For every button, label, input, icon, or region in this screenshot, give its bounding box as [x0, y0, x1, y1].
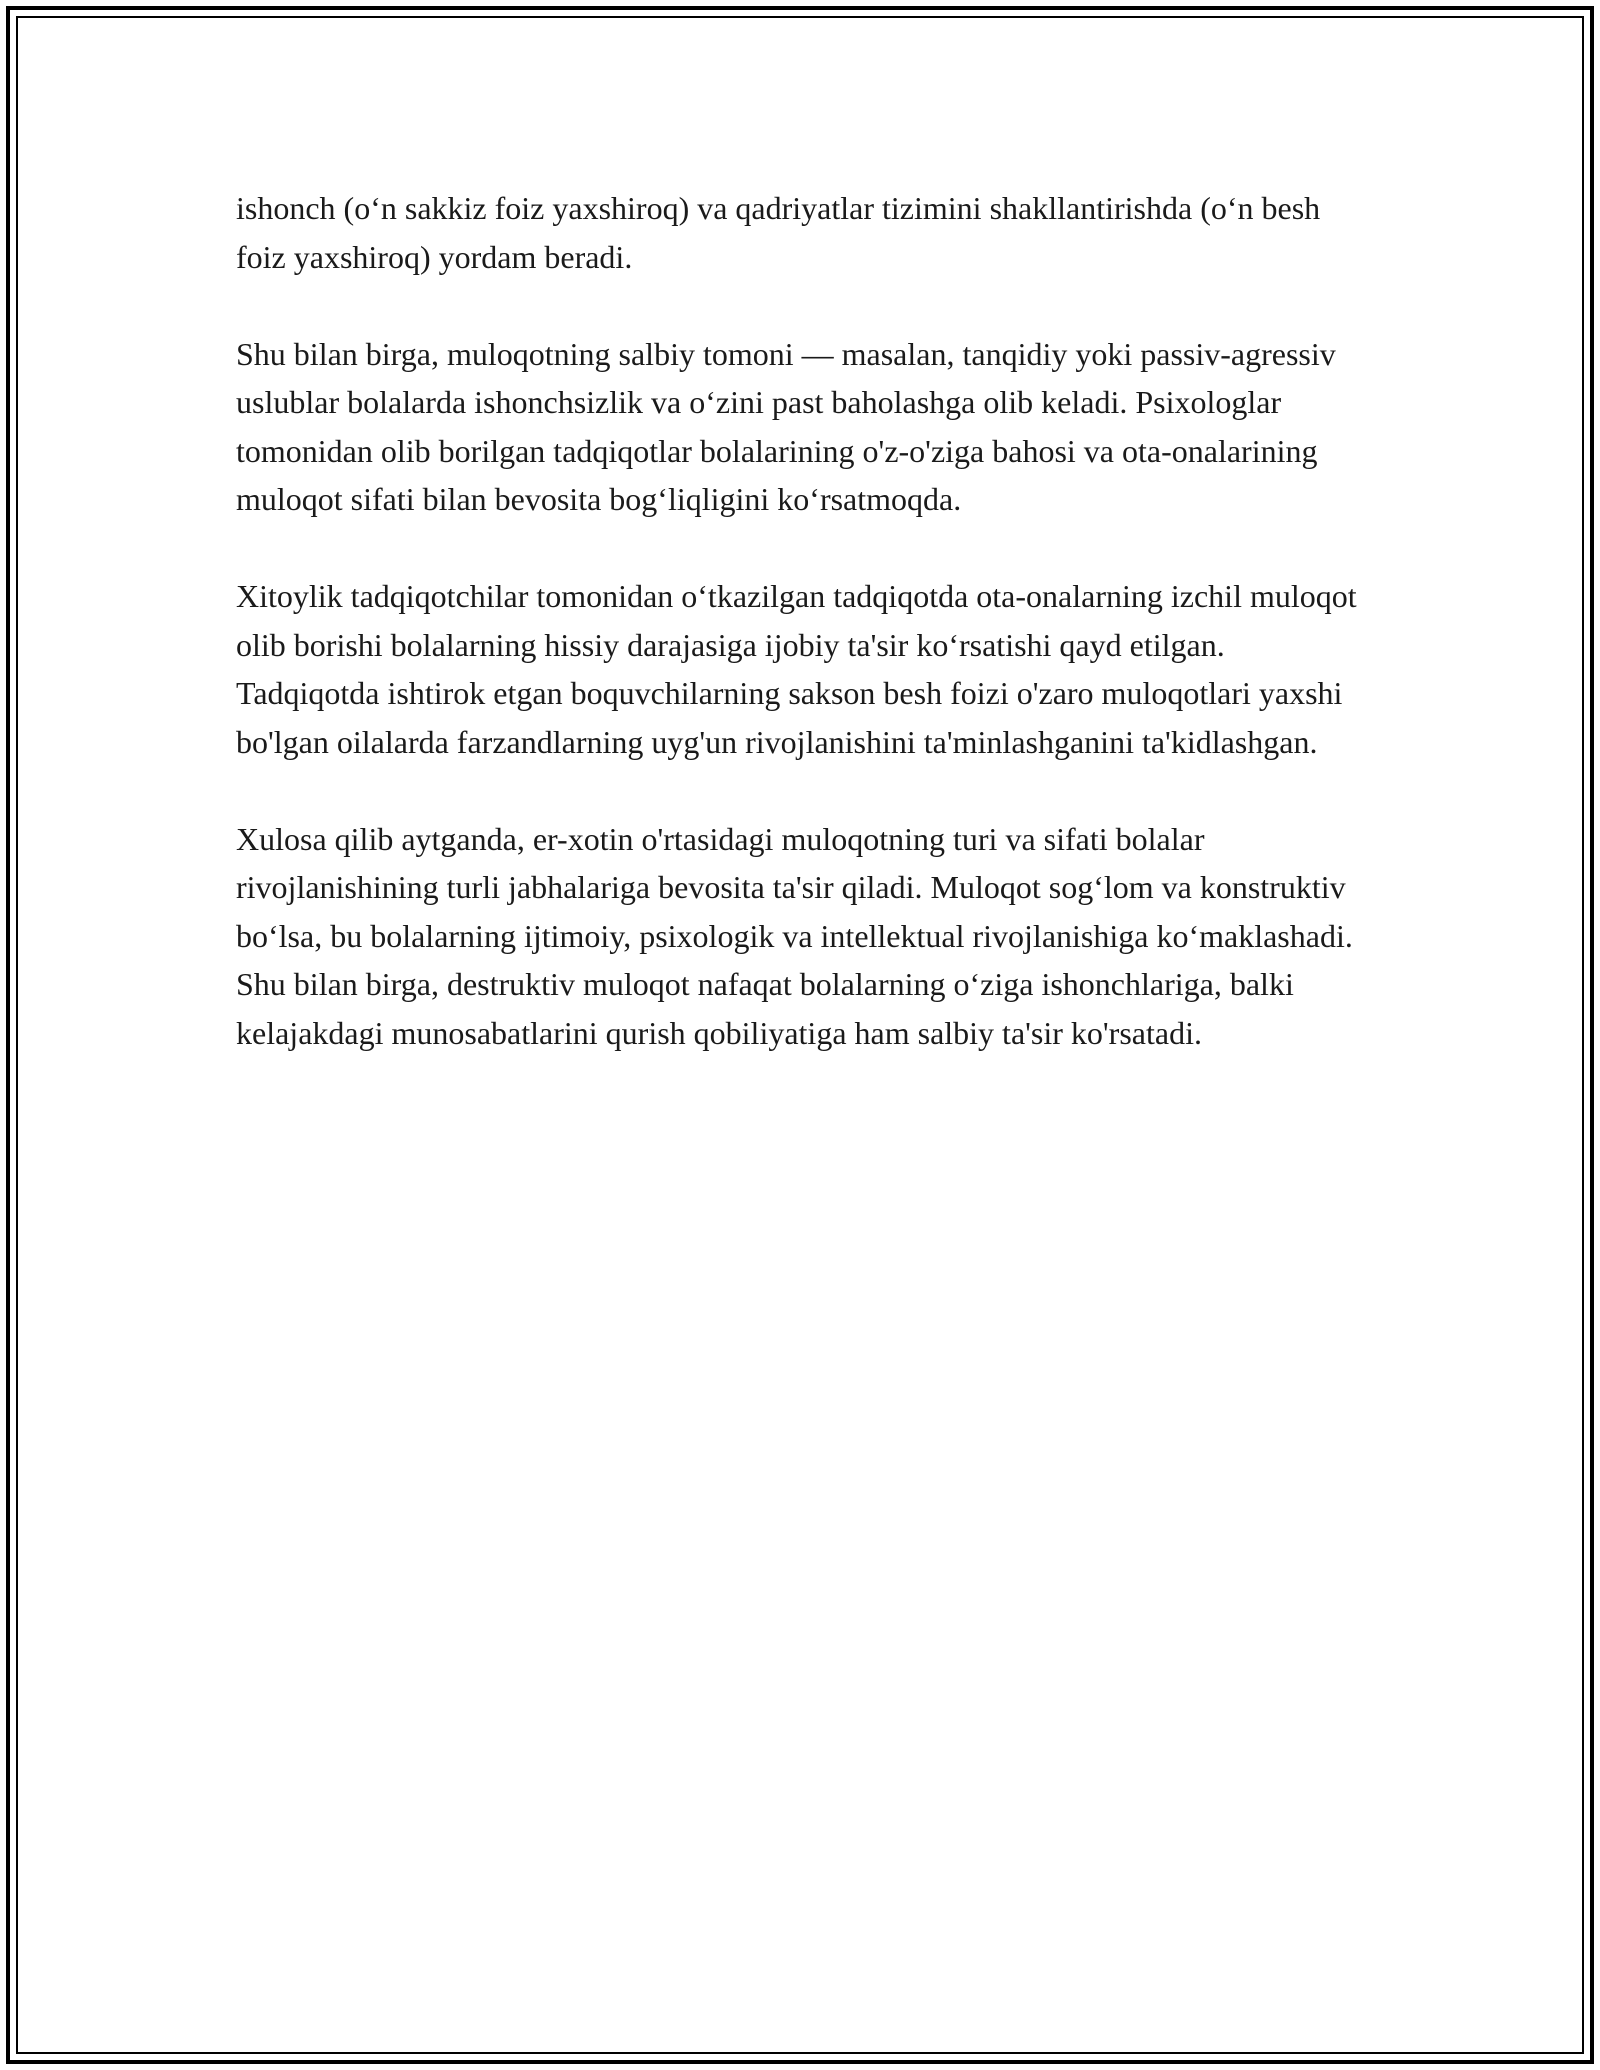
paragraph-2: Shu bilan birga, muloqotning salbiy tomoni — masalan, tanqidiy yoki passiv-agressiv uslublar bolalarda ishonchsizlik va o‘zini past baholashga olib keladi. Psixologlar tomonidan olib borilgan tadqiqotlar bolalarining o'z-o'ziga bahosi va ota-onalarining muloqot sifati bilan bevosita bog‘liqligini ko‘rsatmoqda. — [236, 335, 1336, 517]
paragraph-4: Xulosa qilib aytganda, er-xotin o'rtasidagi muloqotning turi va sifati bolalar rivojlanishining turli jabhalariga bevosita ta'sir qiladi. Muloqot sog‘lom va konstruktiv bo‘lsa, bu bolalarning ijtimoiy, psixologik va intellektual rivojlanishiga ko‘maklashadi. Shu bilan birga, destruktiv muloqot nafaqat bolalarning o‘ziga ishonchlariga, balki kelajakdagi munosabatlarini qurish qobiliyatiga ham salbiy ta'sir ko'rsatadi. — [236, 820, 1353, 1051]
paragraph-1: ishonch (o‘n sakkiz foiz yaxshiroq) va qadriyatlar tizimini shakllantirishda (o‘n besh foiz yaxshiroq) yordam beradi. — [236, 190, 1321, 275]
paragraph-3: Xitoylik tadqiqotchilar tomonidan o‘tkazilgan tadqiqotda ota-onalarning izchil muloqot olib borishi bolalarning hissiy darajasiga ijobiy ta'sir ko‘rsatishi qayd etilgan. Tadqiqotda ishtirok etgan boquvchilarning sakson besh foizi o'zaro muloqotlari yaxshi bo'lgan oilalarda farzandlarning uyg'un rivojlanishini ta'minlashganini ta'kidlashgan. — [236, 578, 1357, 760]
document-body — [236, 184, 1366, 1106]
